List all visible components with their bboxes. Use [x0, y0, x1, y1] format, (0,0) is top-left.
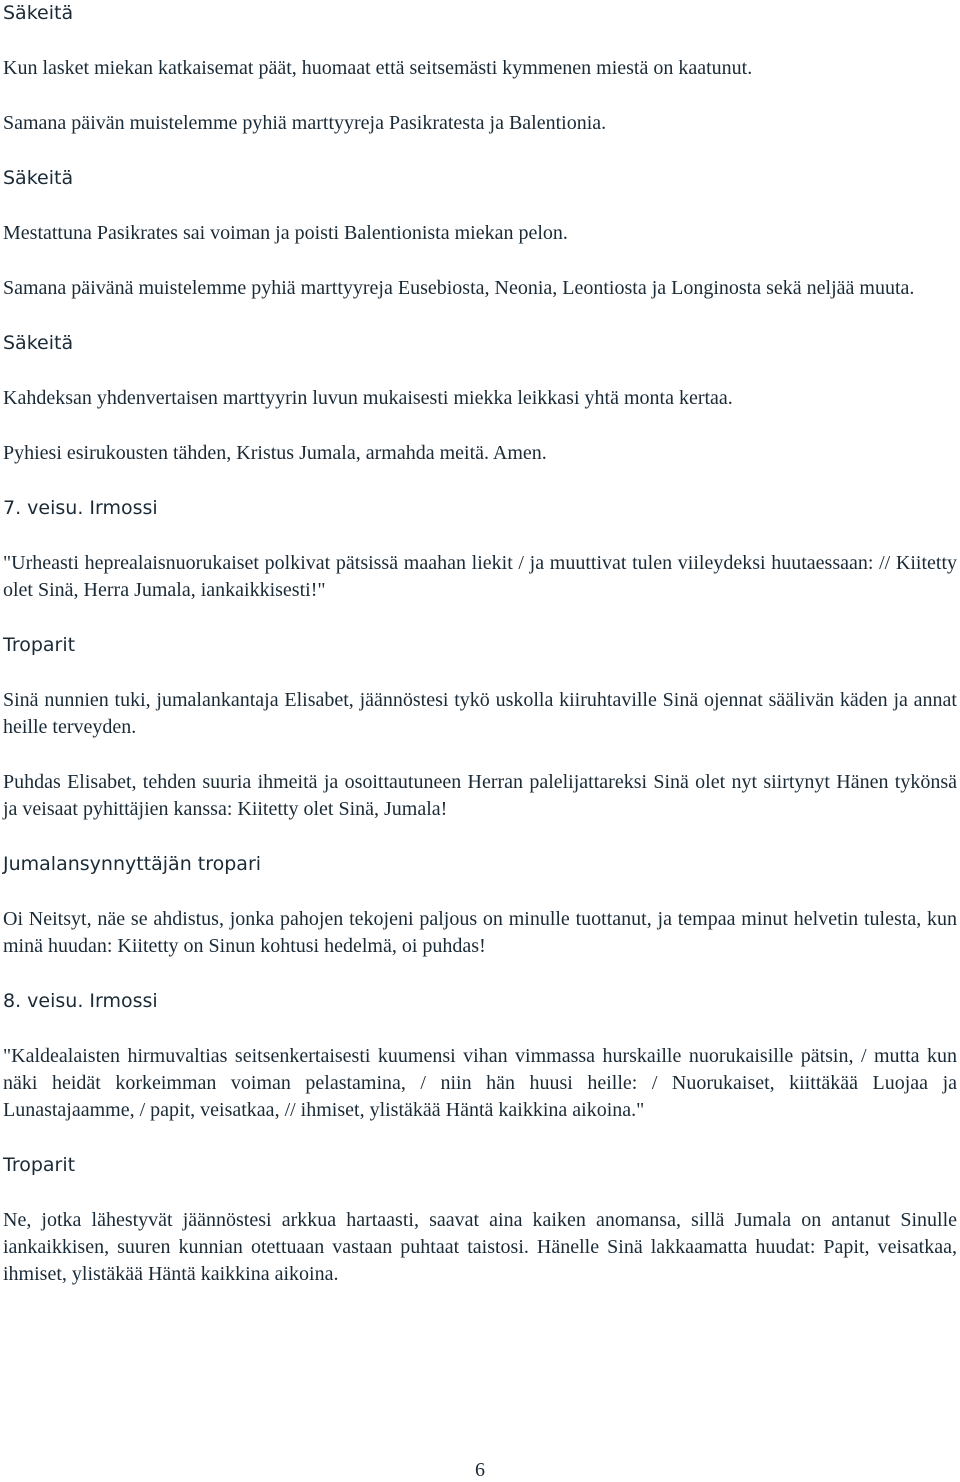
paragraph: "Urheasti heprealaisnuorukaiset polkivat pätsissä maahan liekit / ja muuttivat tulen viileydeksi huutaessaan: // Kiitetty olet Sinä, Herra Jumala, iankaikkisesti!" [3, 552, 957, 601]
paragraph: "Kaldealaisten hirmuvaltias seitsenkertaisesti kuumensi vihan vimmassa hurskaille nuorukaisille pätsin, / mutta kun näki heidät korkeimman voiman pelastamina, / niin hän huusi heille: / Nuorukaiset, kiittäkää Luojaa ja Lunastajaamme, / papit, veisatkaa, // ihmiset, ylistäkää Häntä kaikkina aikoina." [3, 1045, 957, 1121]
section-heading: Säkeitä [3, 332, 74, 354]
section-heading: 7. veisu. Irmossi [3, 497, 158, 519]
paragraph: Kun lasket miekan katkaisemat päät, huomaat että seitsemästi kymmenen miestä on kaatunut. [3, 57, 753, 79]
page-number: 6 [475, 1459, 485, 1481]
paragraph: Puhdas Elisabet, tehden suuria ihmeitä ja osoittautuneen Herran palelijattareksi Sinä olet nyt siirtynyt Hänen tykönsä ja veisaat pyhittäjien kanssa: Kiitetty olet Sinä, Jumala! [3, 771, 957, 820]
paragraph: Samana päivänä muistelemme pyhiä marttyyreja Eusebiosta, Neonia, Leontiosta ja Longinosta sekä neljää muuta. [3, 277, 915, 299]
paragraph: Pyhiesi esirukousten tähden, Kristus Jumala, armahda meitä. Amen. [3, 442, 547, 464]
section-heading: Jumalansynnyttäjän tropari [3, 853, 262, 875]
paragraph: Kahdeksan yhdenvertaisen marttyyrin luvun mukaisesti miekka leikkasi yhtä monta kertaa. [3, 387, 733, 409]
document-page [3, 0, 957, 1288]
section-heading: Säkeitä [3, 167, 74, 189]
section-heading: Troparit [3, 634, 76, 656]
paragraph: Sinä nunnien tuki, jumalankantaja Elisabet, jäännöstesi tykö uskolla kiiruhtaville Sinä ojennat säälivän käden ja annat heille terveyden. [3, 689, 957, 738]
paragraph: Oi Neitsyt, näe se ahdistus, jonka pahojen tekojeni paljous on minulle tuottanut, ja tempaa minut helvetin tulesta, kun minä huudan: Kiitetty on Sinun kohtusi hedelmä, oi puhdas! [3, 908, 957, 957]
section-heading: 8. veisu. Irmossi [3, 990, 158, 1012]
section-heading: Säkeitä [3, 2, 74, 24]
paragraph: Samana päivän muistelemme pyhiä marttyyreja Pasikratesta ja Balentionia. [3, 112, 607, 134]
section-heading: Troparit [3, 1154, 76, 1176]
paragraph: Ne, jotka lähestyvät jäännöstesi arkkua hartaasti, saavat aina kaiken anomansa, sillä Jumala on antanut Sinulle iankaikkisen, suuren kunnian otettuaan vastaan puhtaat taistosi. Hänelle Sinä lakkaamatta huudat: Papit, veisatkaa, ihmiset, ylistäkää Häntä kaikkina aikoina. [3, 1209, 957, 1285]
paragraph: Mestattuna Pasikrates sai voiman ja poisti Balentionista miekan pelon. [3, 222, 568, 244]
